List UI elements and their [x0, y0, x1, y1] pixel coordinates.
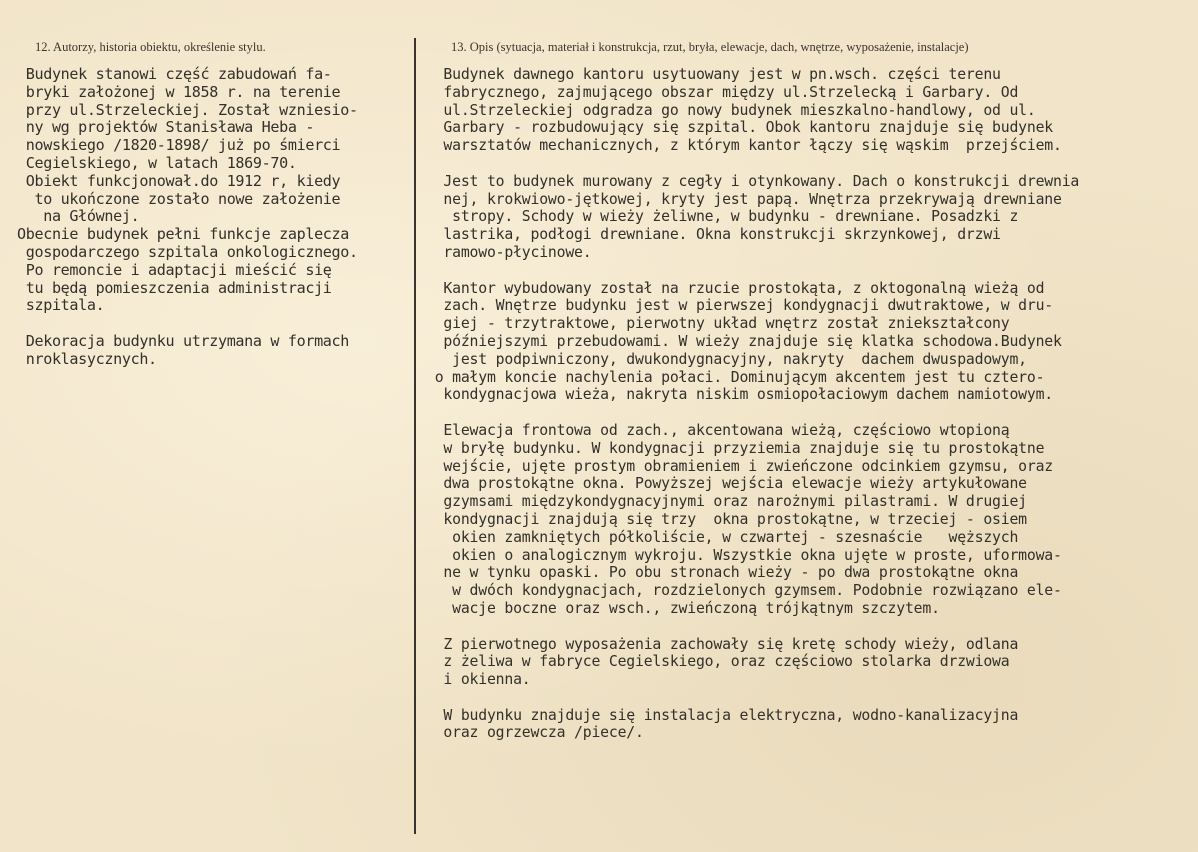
paragraph [17, 66, 412, 315]
text-line: ne w tynku opaski. Po obu stronach wieży - po dwa prostokątne okna [426, 564, 1019, 582]
text-line: kondygnacji znajdują się trzy okna prostokątne, w trzeciej - osiem [426, 510, 1027, 528]
text-line: Jest to budynek murowany z cegły i otynkowany. Dach o konstrukcji drewnia [426, 172, 1080, 190]
text-line: Garbary - rozbudowujący się szpital. Obok kantoru znajduje się budynek [426, 119, 1054, 137]
text-line: szpitala. [17, 296, 105, 315]
text-line: jest podpiwniczony, dwukondygnacyjny, nakryty dachem dwuspadowym, [426, 350, 1027, 368]
text-line: zach. Wnętrze budynku jest w pierwszej kondygnacji dwutraktowe, w dru- [426, 297, 1054, 315]
paragraph [426, 173, 1196, 262]
paragraph [426, 422, 1196, 618]
text-line: tu będą pomieszczenia administracji [17, 278, 332, 297]
text-line: Cegielskiego, w latach 1869-70. [17, 153, 297, 172]
text-line: późniejszymi przebudowami. W wieży znajduje się klatka schodowa.Budynek [426, 332, 1062, 350]
text-line: w bryłę budynku. W kondygnacji przyziemia znajduje się tu prostokątne [426, 439, 1045, 457]
text-line: nroklasycznych. [17, 349, 157, 368]
text-line: fabrycznego, zajmującego obszar między ul.Strzelecką i Garbary. Od [426, 83, 1019, 101]
text-line: ramowo-płycinowe. [426, 243, 592, 261]
text-line: i okienna. [426, 671, 531, 689]
text-line: oraz ogrzewcza /piece/. [426, 724, 644, 742]
paragraph [426, 66, 1196, 155]
text-line: kondygnacjowa wieża, nakryta niskim osmiopołaciowym dachem namiotowym. [426, 386, 1054, 404]
text-line: Elewacja frontowa od zach., akcentowana wieżą, częściowo wtopioną [426, 421, 1010, 439]
text-line: W budynku znajduje się instalacja elektryczna, wodno-kanalizacyjna [426, 706, 1019, 724]
text-line: gzymsami międzykondygnacyjnymi oraz narożnymi pilastrami. W drugiej [426, 493, 1027, 511]
text-line: wejście, ujęte prostym obramieniem i zwieńczone odcinkiem gzymsu, oraz [426, 457, 1054, 475]
paragraph [426, 280, 1196, 405]
text-line: przy ul.Strzeleckiej. Został wzniesio- [17, 100, 358, 119]
text-line: na Głównej. [17, 207, 140, 226]
text-line: Kantor wybudowany został na rzucie prostokąta, z oktogonalną wieżą od [426, 279, 1045, 297]
text-line: o małym koncie nachylenia połaci. Dominującym akcentem jest tu cztero- [426, 368, 1045, 386]
text-line: giej - trzytraktowe, pierwotny układ wnętrz został zniekształcony [426, 315, 1010, 333]
text-line: Budynek dawnego kantoru usytuowany jest w pn.wsch. części terenu [426, 66, 1001, 83]
text-line: warsztatów mechanicznych, z którym kantor łączy się wąskim przejściem. [426, 137, 1062, 155]
text-line: Po remoncie i adaptacji mieścić się [17, 260, 332, 279]
text-line: Budynek stanowi część zabudowań fa- [17, 65, 332, 83]
section-12-header: 12. Autorzy, historia obiektu, określenie stylu. [35, 40, 266, 54]
text-line: okien zamkniętych półkoliście, w czwartej - szesnaście węższych [426, 528, 1019, 546]
text-line: lastrika, podłogi drewniane. Okna konstrukcji skrzynkowej, drzwi [426, 226, 1001, 244]
text-line: ul.Strzeleckiej odgradza go nowy budynek mieszkalno-handlowy, od ul. [426, 101, 1036, 119]
section-13-header: 13. Opis (sytuacja, materiał i konstrukcja, rzut, bryła, elewacje, dach, wnętrze, wyposażenie, instalacje) [451, 40, 969, 54]
text-line: Dekoracja budynku utrzymana w formach [17, 331, 350, 350]
text-line: ny wg projektów Stanisława Heba - [17, 118, 315, 137]
text-line: to ukończone zostało nowe założenie [17, 189, 341, 208]
text-line: nowskiego /1820-1898/ już po śmierci [17, 136, 341, 155]
text-line: nej, krokwiowo-jętkowej, kryty jest papą. Wnętrza przekrywają drewniane [426, 190, 1062, 208]
text-line: Obecnie budynek pełni funkcje zaplecza [17, 225, 350, 244]
text-line: okien o analogicznym wykroju. Wszystkie okna ujęte w proste, uformowa- [426, 546, 1062, 564]
text-line: Z pierwotnego wyposażenia zachowały się kretę schody wieży, odlana [426, 635, 1019, 653]
text-line: bryki założonej w 1858 r. na terenie [17, 82, 341, 101]
authors-history-text [17, 66, 412, 386]
text-line: w dwóch kondygnacjach, rozdzielonych gzymsem. Podobnie rozwiązano ele- [426, 582, 1062, 600]
building-description-text [426, 66, 1196, 760]
paragraph [426, 636, 1196, 689]
text-line: gospodarczego szpitala onkologicznego. [17, 242, 358, 261]
text-line: z żeliwa w fabryce Cegielskiego, oraz częściowo stolarka drzwiowa [426, 653, 1010, 671]
text-line: stropy. Schody w wieży żeliwne, w budynku - drewniane. Posadzki z [426, 208, 1019, 226]
column-divider [414, 38, 416, 834]
text-line: dwa prostokątne okna. Powyższej wejścia elewacje wieży artykułowane [426, 475, 1027, 493]
paragraph [17, 333, 412, 369]
text-line: Obiekt funkcjonował.do 1912 r, kiedy [17, 171, 341, 190]
text-line: wacje boczne oraz wsch., zwieńczoną trójkątnym szczytem. [426, 599, 940, 617]
paragraph [426, 707, 1196, 743]
